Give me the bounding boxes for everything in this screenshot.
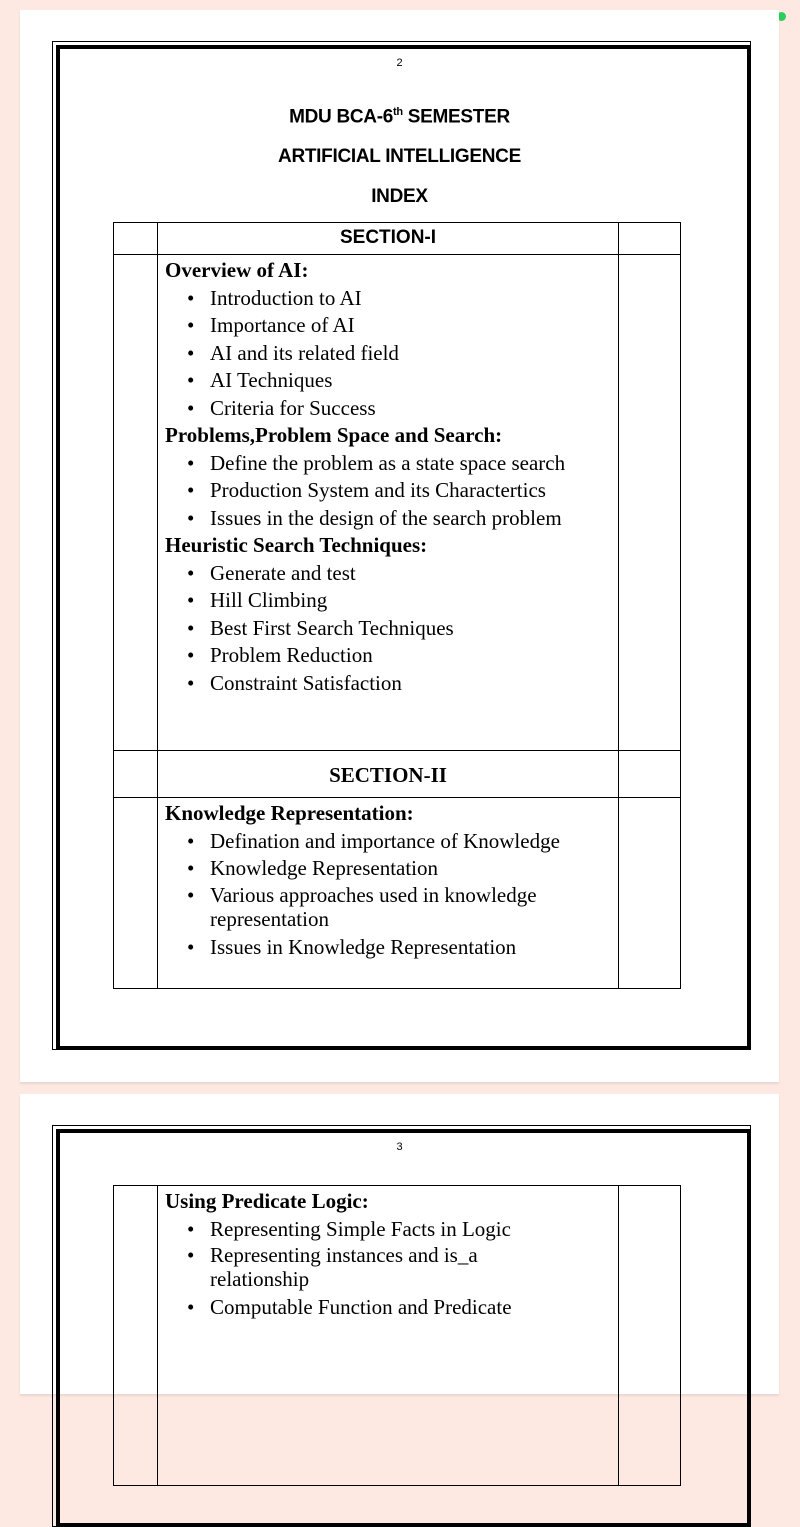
list-item: • Various approaches used in knowledge representation	[210, 883, 570, 934]
list-item: • AI and its related field	[210, 340, 612, 368]
page-number: 3	[396, 1141, 403, 1153]
topic-list	[165, 1216, 612, 1322]
section-content	[158, 798, 619, 989]
topic-list	[165, 560, 612, 698]
list-item: • Issues in the design of the search problem	[210, 505, 612, 533]
list-item: • Production System and its Charactertics	[210, 477, 612, 505]
group-title: Knowledge Representation:	[165, 801, 414, 825]
list-item: • Importance of AI	[210, 312, 612, 340]
index-table	[113, 1185, 681, 1486]
list-item: • Issues in Knowledge Representation	[210, 934, 612, 962]
section-content	[158, 1186, 619, 1486]
index-title: INDEX	[371, 186, 428, 207]
topic-list	[165, 450, 612, 533]
document-page-2	[20, 10, 779, 1082]
group-title: Problems,Problem Space and Search:	[165, 423, 503, 447]
topic-list	[165, 285, 612, 423]
list-item: • Defination and importance of Knowledge	[210, 828, 612, 856]
list-item: • Computable Function and Predicate	[210, 1294, 612, 1322]
course-title-sup: th	[393, 106, 403, 118]
group-title: Overview of AI:	[165, 258, 309, 282]
list-item: • Best First Search Techniques	[210, 615, 612, 643]
list-item: • Criteria for Success	[210, 395, 612, 423]
subject-title: ARTIFICIAL INTELLIGENCE	[278, 146, 521, 167]
course-title-text: MDU BCA-6	[289, 106, 393, 128]
topic-list	[165, 828, 612, 962]
section-content	[158, 255, 619, 751]
section-header: SECTION-II	[158, 751, 619, 798]
course-title	[20, 106, 779, 128]
document-page-3	[20, 1094, 779, 1394]
course-title-suffix: SEMESTER	[402, 106, 510, 128]
list-item: • Hill Climbing	[210, 587, 612, 615]
section-header: SECTION-I	[158, 223, 619, 255]
page-number: 2	[396, 57, 403, 69]
list-item: • Representing Simple Facts in Logic	[210, 1216, 612, 1244]
list-item: • Generate and test	[210, 560, 612, 588]
list-item: • Introduction to AI	[210, 285, 612, 313]
list-item: • Problem Reduction	[210, 642, 612, 670]
list-item: • Representing instances and is_a relationship	[210, 1243, 510, 1294]
group-title: Heuristic Search Techniques:	[165, 533, 428, 557]
list-item: • Constraint Satisfaction	[210, 670, 612, 698]
list-item: • Knowledge Representation	[210, 855, 612, 883]
index-table	[113, 222, 681, 989]
group-title: Using Predicate Logic:	[165, 1189, 369, 1213]
list-item: • Define the problem as a state space search	[210, 450, 612, 478]
list-item: • AI Techniques	[210, 367, 612, 395]
